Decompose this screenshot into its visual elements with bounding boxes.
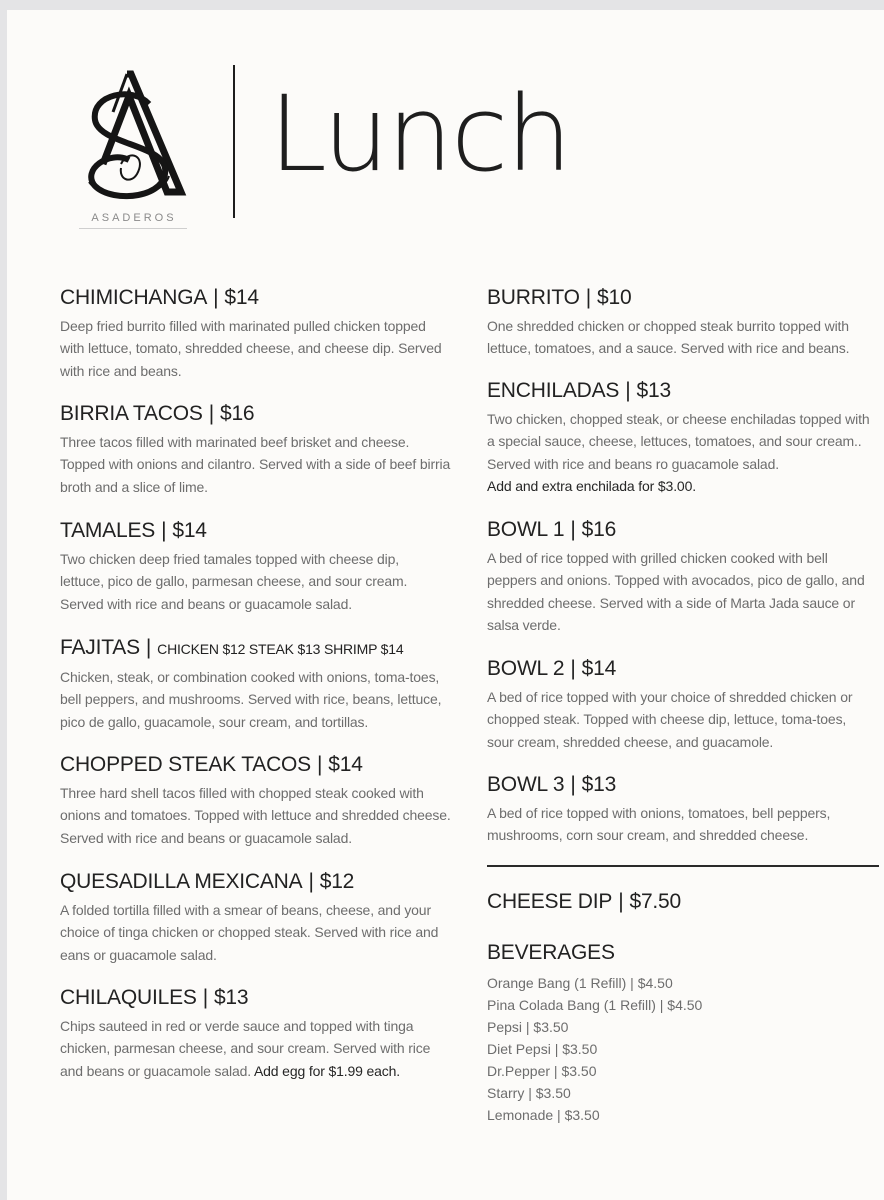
item-heading: QUESADILLA MEXICANA | $12 [60,870,355,893]
item-heading: FAJITAS | CHICKEN $12 STEAK $13 SHRIMP $14 [60,636,404,659]
item-heading: BOWL 3 | $13 [487,773,617,796]
item-heading: BOWL 2 | $14 [487,657,617,680]
as-monogram-icon [69,64,199,214]
item-heading: ENCHILADAS | $13 [487,379,671,402]
item-price: CHICKEN $12 STEAK $13 SHRIMP $14 [157,641,404,657]
menu-item-burrito [487,285,877,360]
item-name: QUESADILLA MEXICANA [60,870,303,893]
beverages-section [487,940,872,1126]
item-note: Add and extra enchilada for $3.00. [487,477,696,494]
item-heading: TAMALES | $14 [60,519,207,542]
item-name: CHEESE DIP [487,890,613,913]
beverage-item: Dr.Pepper | $3.50 [487,1063,597,1079]
beverage-item: Pina Colada Bang (1 Refill) | $4.50 [487,997,703,1013]
item-description: One shredded chicken or chopped steak burrito topped with lettuce, tomatoes, and a sauce. Served with rice and beans. [487,318,850,357]
item-heading: CHOPPED STEAK TACOS | $14 [60,753,363,776]
menu-item-bowl-3 [487,772,872,847]
item-heading: CHILAQUILES | $13 [60,986,249,1009]
item-description: A bed of rice topped with onions, tomatoes, bell peppers, mushrooms, corn sour cream, and shredded cheese. [487,805,831,844]
logo-wordmark: ASADEROS [91,212,177,224]
item-name: BOWL 3 [487,773,565,796]
beverages-list [487,972,872,1126]
item-heading: BIRRIA TACOS | $16 [60,402,255,425]
menu-item-chimichanga [60,285,450,382]
item-price: $13 [213,986,249,1009]
item-price: $13 [636,379,671,402]
item-description: A bed of rice topped with grilled chicken cooked with bell peppers and onions. Topped with avocados, pico de gallo, and shredded cheese. Served with a side of Marta Jada sauce or salsa verde. [487,550,865,633]
item-name: CHIMICHANGA [60,286,208,309]
item-price: $16 [219,402,255,425]
item-price: $16 [581,518,617,541]
header-divider [233,65,235,218]
logo-underline [79,228,187,229]
item-heading: BOWL 1 | $16 [487,518,617,541]
menu-item-bowl-2 [487,656,872,753]
menu-item-tamales [60,518,445,615]
beverage-item: Lemonade | $3.50 [487,1107,600,1123]
item-heading: CHIMICHANGA | $14 [60,286,259,309]
item-name: FAJITAS [60,636,140,659]
item-heading: BURRITO | $10 [487,286,632,309]
menu-page [7,10,884,1200]
beverages-heading: BEVERAGES [487,941,615,964]
item-name: BURRITO [487,286,580,309]
item-price: $13 [581,773,617,796]
item-price: $7.50 [629,890,682,913]
item-price: $12 [319,870,355,893]
page-title: Lunch [269,73,571,195]
item-price: $14 [224,286,259,309]
item-name: BOWL 2 [487,657,565,680]
item-note: Add egg for $1.99 each. [253,1062,400,1079]
item-description [60,1015,455,1082]
item-name: CHILAQUILES [60,986,197,1009]
item-name: BOWL 1 [487,518,565,541]
item-name: TAMALES [60,519,156,542]
menu-item-enchiladas [487,378,872,497]
menu-item-cheese-dip [487,889,872,915]
item-name: BIRRIA TACOS [60,402,203,425]
menu-item-chopped-steak-tacos [60,752,452,849]
beverage-item: Diet Pepsi | $3.50 [487,1041,598,1057]
item-price: $10 [597,286,632,309]
item-price: $14 [581,657,617,680]
item-description: Three hard shell tacos filled with chopped steak cooked with onions and tomatoes. Topped with lettuce and shredded cheese. Served with rice and beans or guacamole salad. [60,785,451,846]
menu-item-birria-tacos [60,401,452,498]
item-heading: CHEESE DIP | $7.50 [487,890,682,913]
item-description: Three tacos filled with marinated beef brisket and cheese. Topped with onions and cilantro. Served with a side of beef birria broth and a slice of lime. [60,434,451,495]
section-divider [487,865,879,867]
item-price: $14 [172,519,207,542]
item-description: Chicken, steak, or combination cooked with onions, toma-toes, bell peppers, and mushrooms. Served with rice, beans, lettuce, pico de gallo, guacamole, sour cream, and tortillas. [60,669,442,730]
item-name: CHOPPED STEAK TACOS [60,753,311,776]
item-name: ENCHILADAS [487,379,620,402]
menu-item-fajitas [60,635,452,733]
item-description: Deep fried burrito filled with marinated pulled chicken topped with lettuce, tomato, shredded cheese, and cheese dip. Served with rice and beans. [60,318,442,379]
item-description: Two chicken deep fried tamales topped with cheese dip, lettuce, pico de gallo, parmesan cheese, and sour cream. Served with rice and beans or guacamole salad. [60,551,408,612]
item-price: $14 [328,753,363,776]
menu-item-quesadilla-mexicana [60,869,452,966]
item-description-text: Two chicken, chopped steak, or cheese enchiladas topped with a special sauce, cheese, lettuces, tomatoes, and sour cream.. Served with rice and beans ro guacamole salad. [487,411,870,472]
beverage-item: Starry | $3.50 [487,1085,571,1101]
menu-item-bowl-1 [487,517,867,636]
menu-item-chilaquiles [60,985,455,1082]
beverage-item: Pepsi | $3.50 [487,1019,569,1035]
item-description: A folded tortilla filled with a smear of beans, cheese, and your choice of tinga chicken or chopped steak. Served with rice and eans or guacamole salad. [60,902,439,963]
item-description-text: Chips sauteed in red or verde sauce and topped with tinga chicken, parmesan cheese, and sour cream. Served with rice and beans or guacamole salad. [60,1018,431,1079]
item-description [487,408,872,497]
asaderos-logo [69,64,199,232]
item-description: A bed of rice topped with your choice of shredded chicken or chopped steak. Topped with cheese dip, lettuce, toma-toes, sour cream, shredded cheese, and guacamole. [487,689,853,750]
beverage-item: Orange Bang (1 Refill) | $4.50 [487,975,673,991]
